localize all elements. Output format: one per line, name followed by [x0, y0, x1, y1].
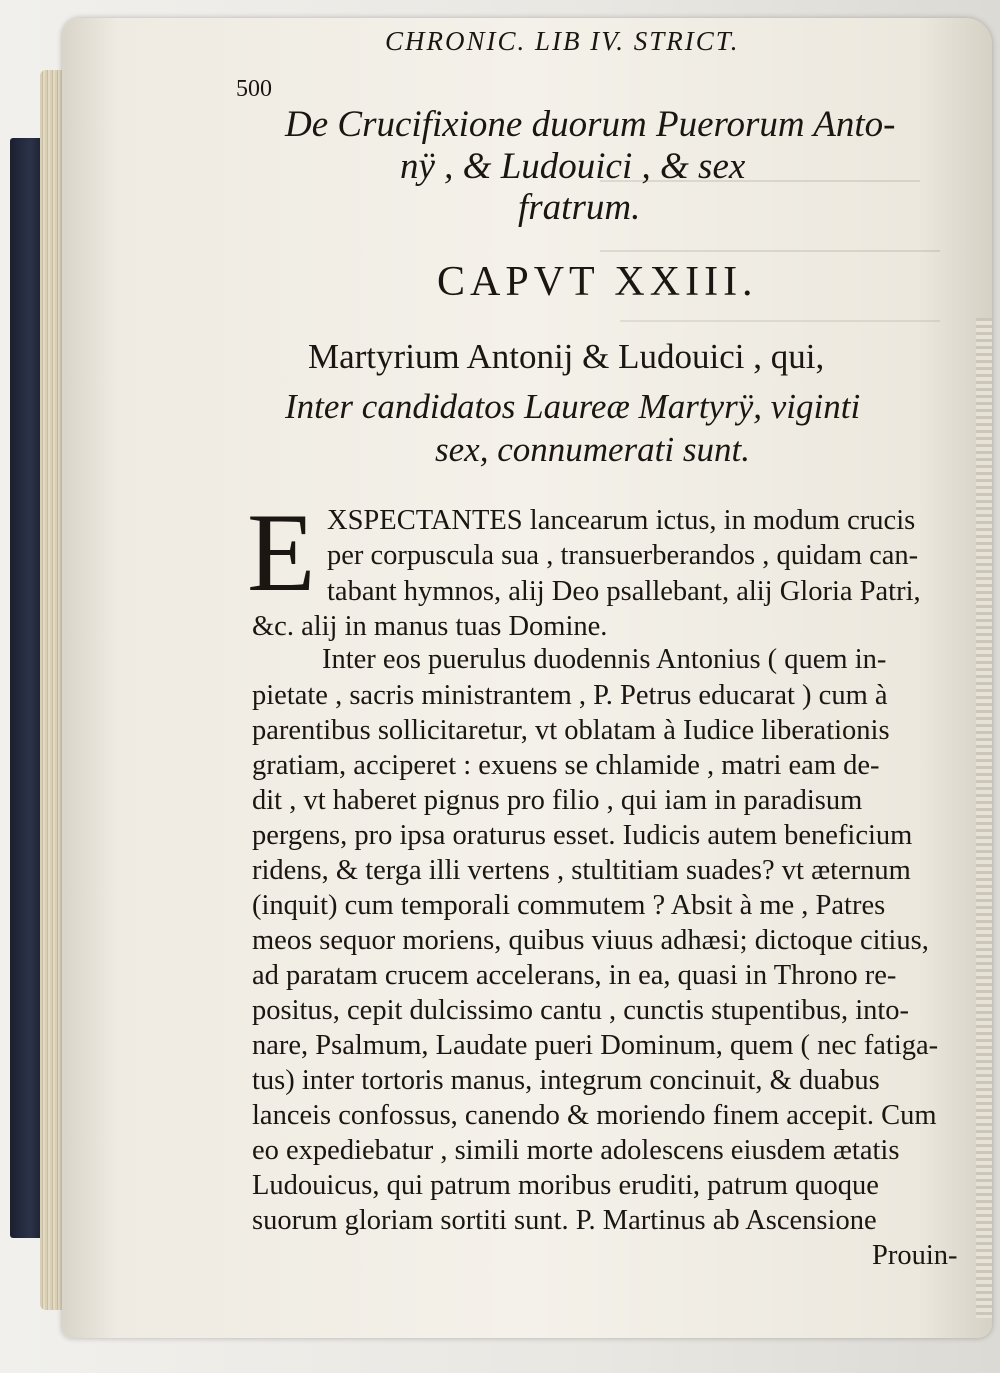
body-line: per corpuscula sua , transuerberandos , quidam can-: [327, 540, 919, 571]
body-line: XSPECTANTES lancearum ictus, in modum crucis: [327, 505, 916, 536]
body-line: tabant hymnos, alij Deo psallebant, alij Gloria Patri,: [327, 576, 921, 607]
body-line: nare, Psalmum, Laudate pueri Dominum, quem ( nec fatiga-: [252, 1030, 939, 1061]
body-line: pergens, pro ipsa oraturus esset. Iudicis autem beneficium: [252, 820, 913, 851]
drop-cap: E: [247, 491, 316, 615]
body-line: positus, cepit dulcissimo cantu , cunctis stupentibus, into-: [252, 995, 910, 1026]
body-line: gratiam, acciperet : exuens se chlamide , matri eam de-: [252, 750, 880, 781]
subheading-line-3: sex, connumerati sunt.: [435, 430, 750, 469]
body-line: dit , vt haberet pignus pro filio , qui iam in paradisum: [252, 785, 863, 816]
body-line: eo expediebatur , simili morte adolescens eiusdem ætatis: [252, 1135, 900, 1166]
show-through-mark: [600, 230, 940, 252]
body-line: meos sequor moriens, quibus viuus adhæsi; dictoque citius,: [252, 925, 929, 956]
body-line: pietate , sacris ministrantem , P. Petrus educarat ) cum à: [252, 680, 888, 711]
body-line: parentibus sollicitaretur, vt oblatam à Iudice liberationis: [252, 715, 890, 746]
body-line: &c. alij in manus tuas Domine.: [252, 611, 608, 642]
body-line: ridens, & terga illi vertens , stultitiam suades? vt æternum: [252, 855, 911, 886]
body-line: ad paratam crucem accelerans, in ea, quasi in Throno re-: [252, 960, 897, 991]
chapter-heading: CAPVT XXIII.: [437, 259, 758, 305]
running-head: CHRONIC. LIB IV. STRICT.: [385, 26, 740, 56]
body-line: suorum gloriam sortiti sunt. P. Martinus ab Ascensione: [252, 1205, 877, 1236]
subheading-line-1: Martyrium Antonij & Ludouici , qui,: [308, 337, 825, 376]
body-line: tus) inter tortoris manus, integrum concinuit, & duabus: [252, 1065, 880, 1096]
body-line: Inter eos puerulus duodennis Antonius ( quem in-: [322, 644, 887, 675]
body-line: lanceis confossus, canendo & moriendo finem accepit. Cum: [252, 1100, 937, 1131]
book-cover-edge: [10, 138, 44, 1238]
body-line: Ludouicus, qui patrum moribus eruditi, patrum quoque: [252, 1170, 879, 1201]
right-page-edges: [976, 318, 992, 1318]
subheading-line-2: Inter candidatos Laureæ Martyrÿ, viginti: [285, 387, 861, 426]
catchword: Prouin-: [872, 1240, 958, 1271]
page-number: 500: [236, 76, 272, 102]
title-line-3: fratrum.: [518, 187, 641, 228]
title-line-2: nÿ , & Ludouici , & sex: [400, 146, 746, 187]
body-line: (inquit) cum temporali commutem ? Absit à me , Patres: [252, 890, 886, 921]
title-line-1: De Crucifixione duorum Puerorum Anto-: [285, 104, 896, 145]
